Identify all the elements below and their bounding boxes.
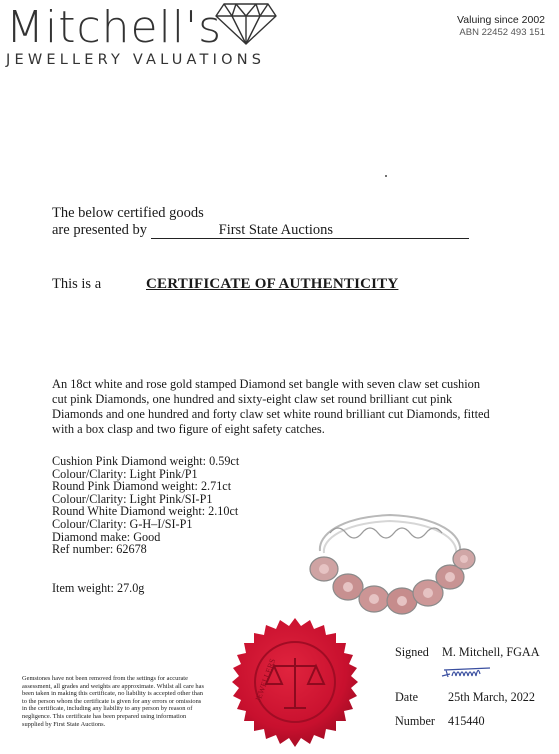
spec-line: Colour/Clarity: Light Pink/P1 <box>52 466 198 481</box>
date-label: Date <box>395 690 419 704</box>
spec-line: Round Pink Diamond weight: 2.71ct <box>52 479 232 494</box>
brand-name: Mitchell's <box>6 2 223 53</box>
spec-line: Diamond make: Good <box>52 529 161 544</box>
spec-line: Colour/Clarity: Light Pink/SI-P1 <box>52 491 213 506</box>
spec-list <box>52 455 239 556</box>
signed-label: Signed <box>395 645 429 659</box>
date-value: 25th March, 2022 <box>448 690 535 704</box>
intro-line-2 <box>52 222 469 239</box>
number-label: Number <box>395 714 435 728</box>
signed-value: M. Mitchell, FGAA <box>442 645 540 659</box>
seal-text: JEWELLERS <box>253 657 278 703</box>
disclaimer-text: Gemstones have not been removed from the settings for accurate assessment, all grades and weights are approximate. Whilst all care has been taken in making this certificate, no liability is accepted other than to the person whom the certificate is given for any errors or omissions in the certificate, including any liability to any person by reason of negligence. This certificate has been prepared using information supplied by First State Auctions. <box>22 675 204 728</box>
spec-line: Ref number: 62678 <box>52 542 147 557</box>
certificate-title: CERTIFICATE OF AUTHENTICITY <box>146 276 399 292</box>
certificate-prefix: This is a <box>52 276 102 292</box>
presenter-name: First State Auctions <box>151 222 469 239</box>
intro-line-1: The below certified goods <box>52 205 204 221</box>
wax-seal <box>222 616 368 754</box>
spec-line: Cushion Pink Diamond weight: 0.59ct <box>52 454 240 468</box>
spec-line: Colour/Clarity: G-H–I/SI-P1 <box>52 516 193 531</box>
diamond-icon <box>214 2 278 51</box>
mark-dot <box>385 175 387 177</box>
bangle-image <box>300 505 480 628</box>
signature-scribble <box>440 664 496 685</box>
abn-number: ABN 22452 493 151 <box>459 27 545 38</box>
item-weight: Item weight: 27.0g <box>52 581 145 595</box>
brand-subtitle: JEWELLERY VALUATIONS <box>6 52 266 68</box>
item-description: An 18ct white and rose gold stamped Diamond set bangle with seven claw set cushion cut pink Diamonds, one hundred and sixty-eight claw set round brilliant cut pink Diamonds and one hundred and forty claw set white round brilliant cut Diamonds, fitted with a box clasp and two figure of eight safety catches. <box>52 377 490 436</box>
spec-line: Round White Diamond weight: 2.10ct <box>52 504 239 519</box>
number-value: 415440 <box>448 714 485 728</box>
tagline: Valuing since 2002 <box>457 14 545 26</box>
presented-by-label: are presented by <box>52 222 148 238</box>
